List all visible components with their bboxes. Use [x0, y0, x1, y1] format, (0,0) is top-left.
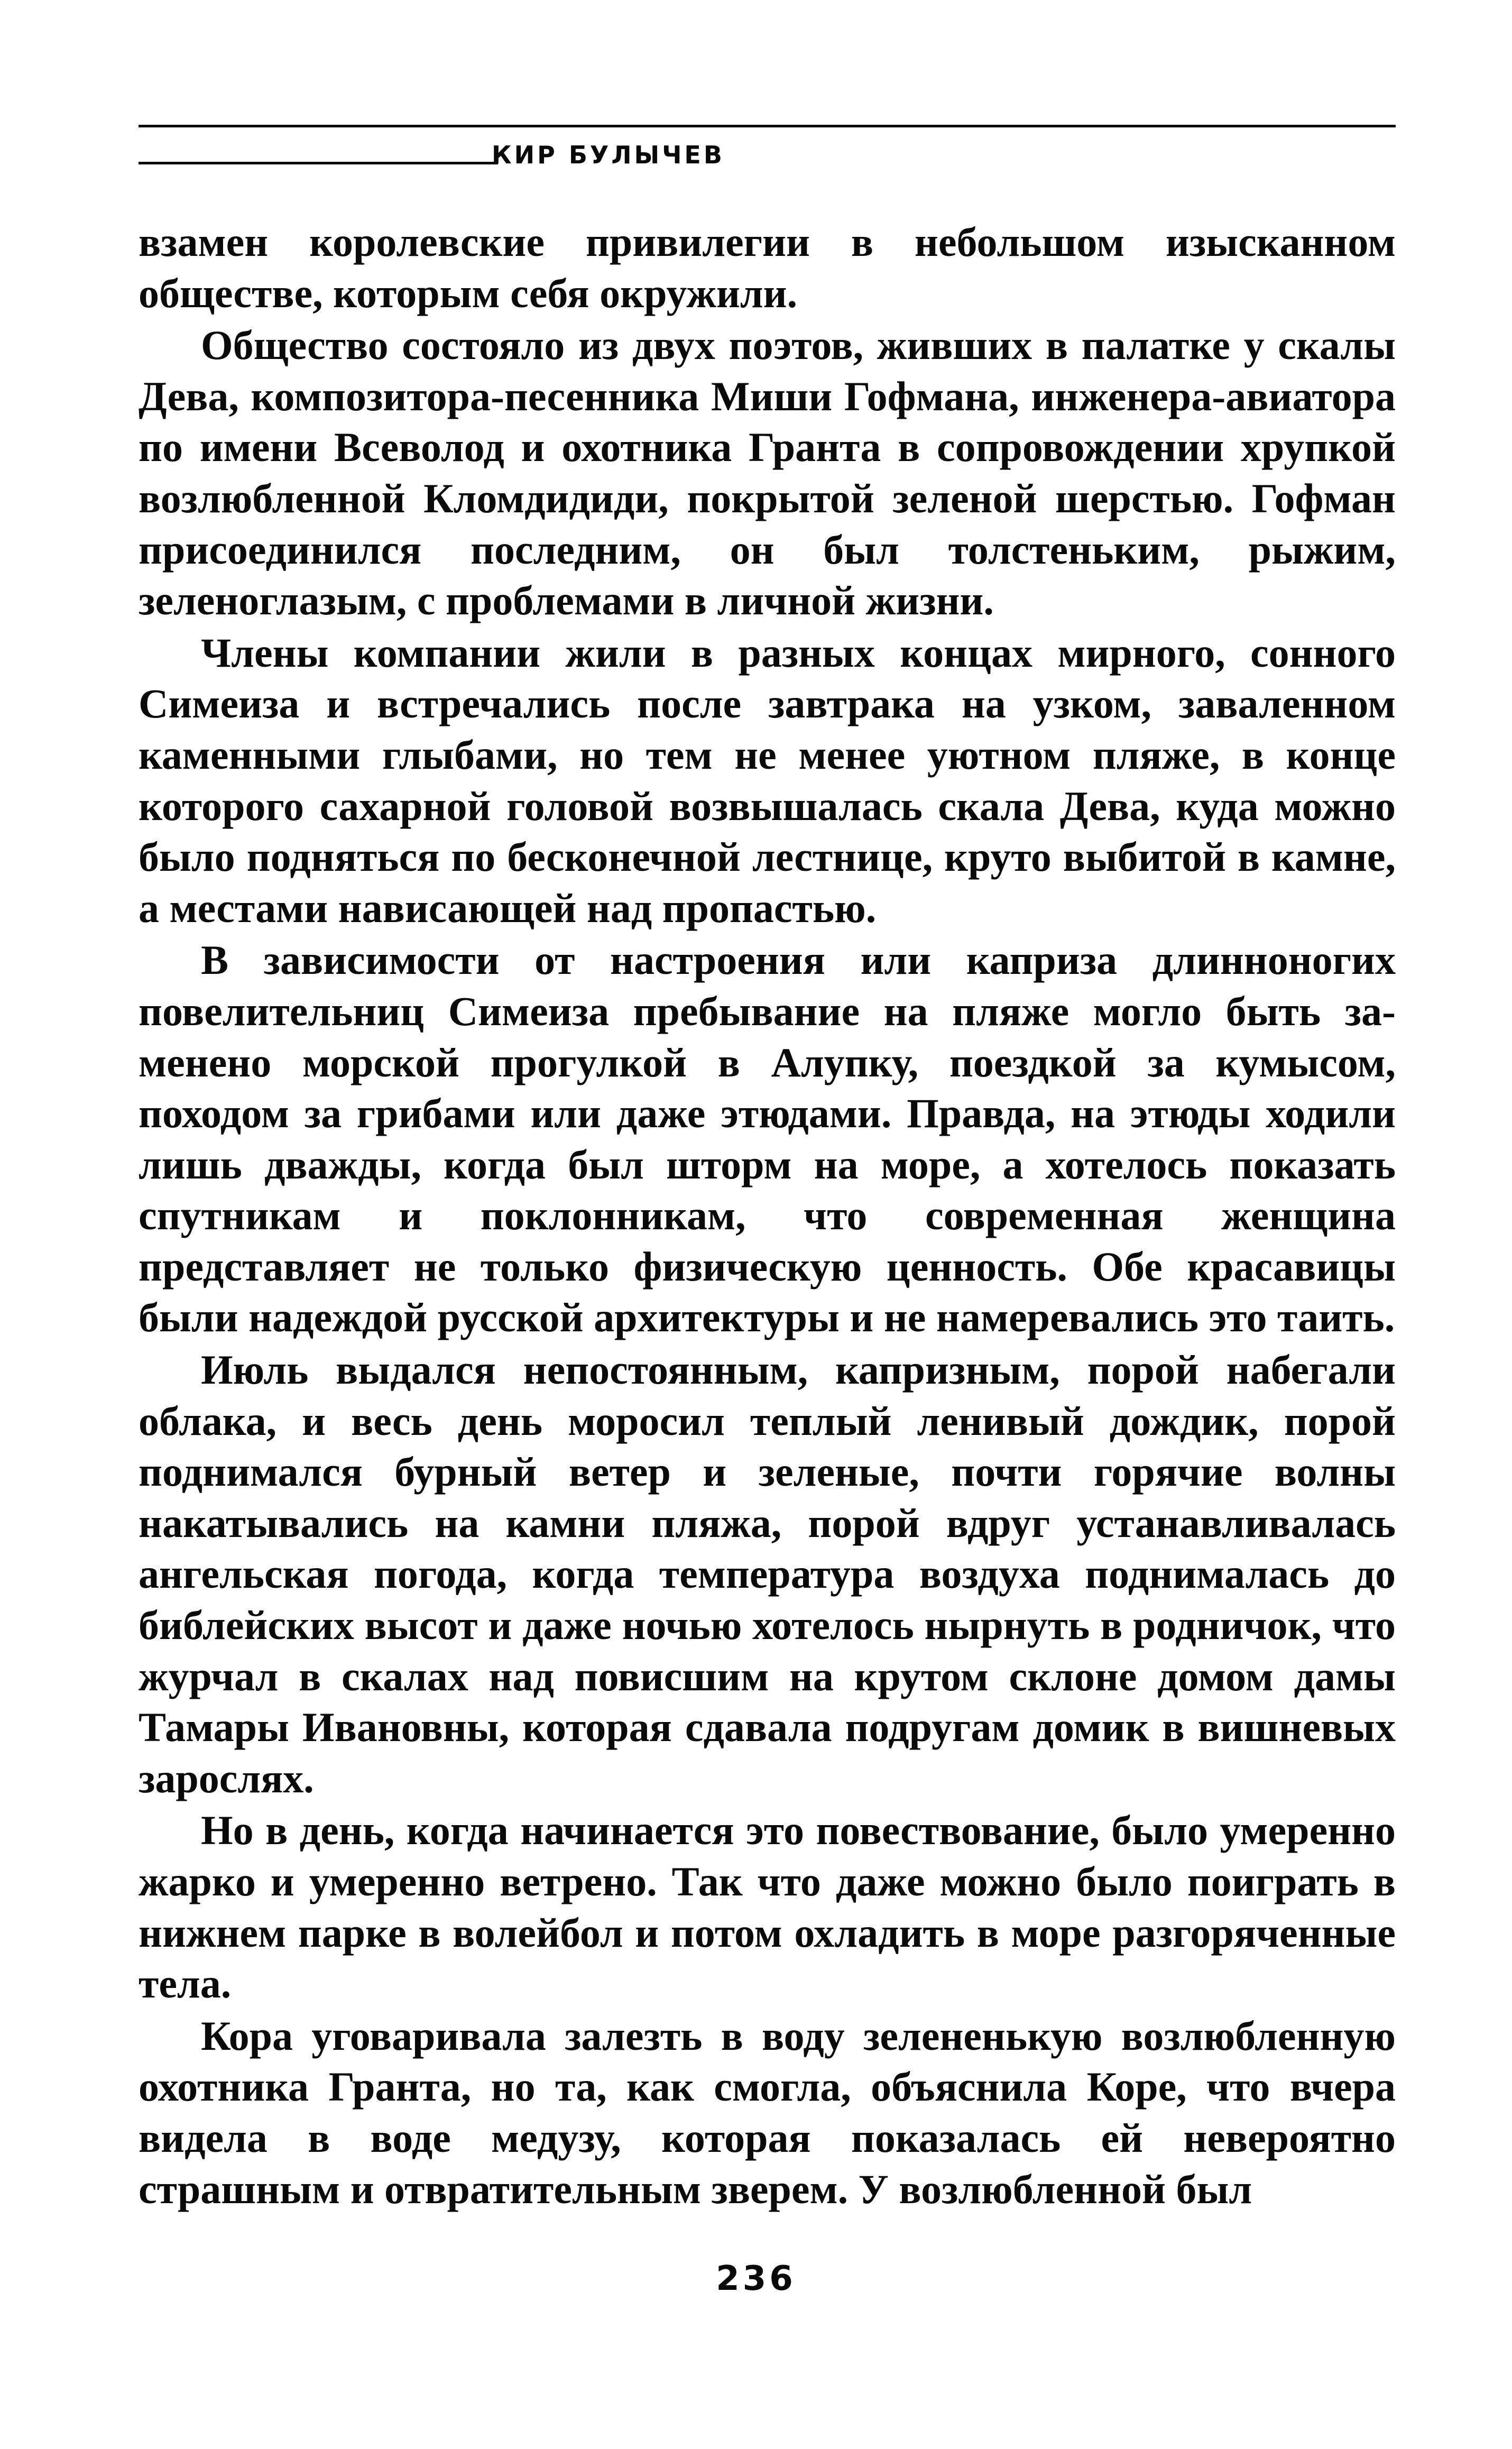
header-rule: [139, 125, 1396, 127]
page-number: 236: [716, 2259, 796, 2298]
paragraph: В зависимости от настроения или каприза длинноногих повелительниц Симеиза пребывание на пляже могло быть заменено морской прогулкой в Алупку, поездкой за кумысом, походом за грибами или даже этюдами. Правда, на этюды ходили лишь дважды, когда был шторм на море, а хотелось показать спутникам и поклонникам, что современная женщина представляет не только физическую ценность. Обе красавицы были надеждой русской архитектуры и не намеревались это таить.: [139, 937, 1396, 1341]
running-header: [139, 139, 1396, 176]
paragraph: Но в день, когда начинается это повествование, было умеренно жарко и умеренно ветрено. Так что даже можно было поиграть в нижнем парке в волейбол и потом охладить в море разгоряченные тела.: [139, 1807, 1396, 2007]
paragraph: Члены компании жили в разных концах мирного, сонного Симеиза и встречались после завтрака на узком, заваленном каменными глыбами, но тем не менее уютном пляже, в конце которого сахарной головой возвышалась скала Дева, куда можно было подняться по бесконечной лестнице, круто выбитой в камне, а местами нависающей над пропастью.: [139, 629, 1396, 931]
paragraph: Кора уговаривала залезть в воду зелененькую возлюбленную охотника Гранта, но та, как смогла, объяснила Коре, что вчера видела в воде медузу, которая показалась ей невероятно страшным и отвратительным зверем. У возлюбленной был: [139, 2012, 1396, 2212]
header-lead-rule: [139, 162, 498, 164]
running-head-author: КИР БУЛЫЧЕВ: [492, 141, 725, 169]
body-text: [139, 217, 1396, 2216]
paragraph: Общество состояло из двух поэтов, живших в палатке у скалы Дева, композитора-песенника Миши Гофмана, инженера-авиатора по имени Всеволод и охотника Гранта в сопровождении хрупкой возлюбленной Кломдидиди, покрытой зеленой шерстью. Гофман присоединился последним, он был толстеньким, рыжим, зеленоглазым, с проблемами в личной жизни.: [139, 322, 1396, 624]
paragraph-continued: взамен королевские привилегии в небольшом изысканном обществе, которым себя окружили.: [139, 219, 1396, 316]
paragraph: Июль выдался непостоянным, капризным, порой набегали облака, и весь день моросил теплый ленивый дождик, порой поднимался бурный ветер и зеленые, почти горячие волны накатывались на камни пляжа, порой вдруг устанавливалась ангельская погода, когда температура воздуха поднималась до библейских высот и даже ночью хотелось нырнуть в родничок, что журчал в скалах над повисшим на крутом склоне домом дамы Тамары Ивановны, которая сдавала подругам домик в вишневых зарослях.: [139, 1347, 1396, 1801]
